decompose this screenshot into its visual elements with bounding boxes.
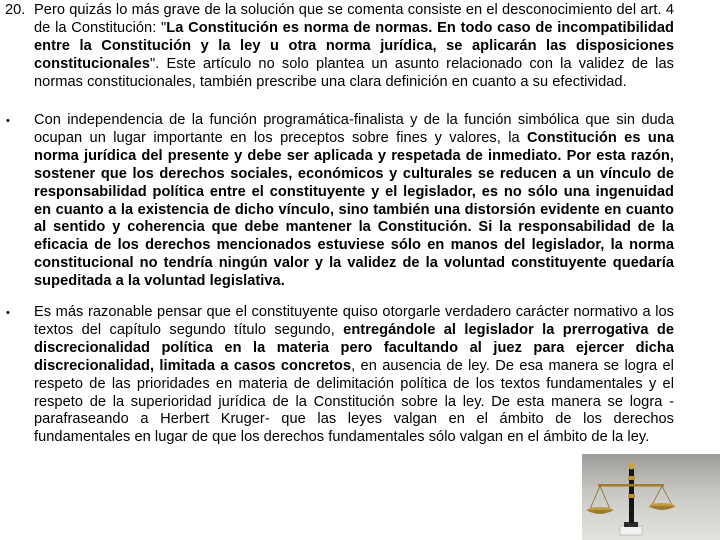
paragraph-article-4 [34,2,674,92]
bold-text-segment: entregándole al legislador la prerrogativa de discrecionalidad política en la materia pero facultando al juez para ejercer dicha discrecionalidad, limitada a casos concretos [34,321,674,374]
bold-text-segment: Constitución es una norma jurídica del presente y debe ser aplicada y respetada de inmediato. Por esta razón, sostener que los derechos sociales, económicos y culturales se reducen a un vínculo de responsabilidad política entre el constituyente y el legislador, es no sólo una ingenuidad en cuanto a la existencia de dicho vínculo, sino también una distorsión evidente en cuanto al sentido y coherencia que debe mantener la Constitución. Si la responsabilidad de la eficacia de los derechos mencionados estuviese sólo en manos del legislador, la norma constitucional no tendría ningún valor y la validez de la voluntad constituyente quedaría supeditada a la voluntad legislativa. [34,129,674,290]
paragraph-normative-character [34,304,674,447]
text-segment: Con independencia de la función programática-finalista y de la función simbólica que sin duda ocupan un lugar importante en los preceptos sobre fines y valores, la [34,112,674,146]
text-segment: , en ausencia de ley. De esa manera se logra el respeto de las prioridades en materia de delimitación política de los textos fundamentales y el respeto de la superioridad jurídica de la Constitución sobre la ley. De esta manera se logra -parafraseando a Herbert Kruger- que las leyes valgan en el ámbito de los derechos fundamentales en lugar de que los derechos fundamentales sólo valgan en el ámbito de la ley. [34,357,674,446]
bullet: • [6,115,10,127]
constitution-quote: La Constitución es norma de normas. En todo caso de incompatibilidad entre la Constitución y la ley u otra norma jurídica, se aplicarán las disposiciones constitucionales [34,19,674,72]
text-segment: ". Este artículo no solo plantea un asunto relacionado con la validez de las normas constitucionales, también prescribe una clara definición en cuanto a su efectividad. [34,55,674,90]
scales-of-justice-image [582,454,720,540]
text-segment: Pero quizás lo más grave de la solución que se comenta consiste en el desconocimiento del art. 4 de la Constitución: " [34,2,674,36]
paragraph-programmatic-function [34,112,674,291]
scales-of-justice-icon [582,454,720,540]
bullet: • [6,307,10,319]
text-segment: Es más razonable pensar que el constituyente quiso otorgarle verdadero carácter normativo a los textos del capítulo segundo título segundo, [34,304,674,338]
item-number: 20. [5,2,26,18]
